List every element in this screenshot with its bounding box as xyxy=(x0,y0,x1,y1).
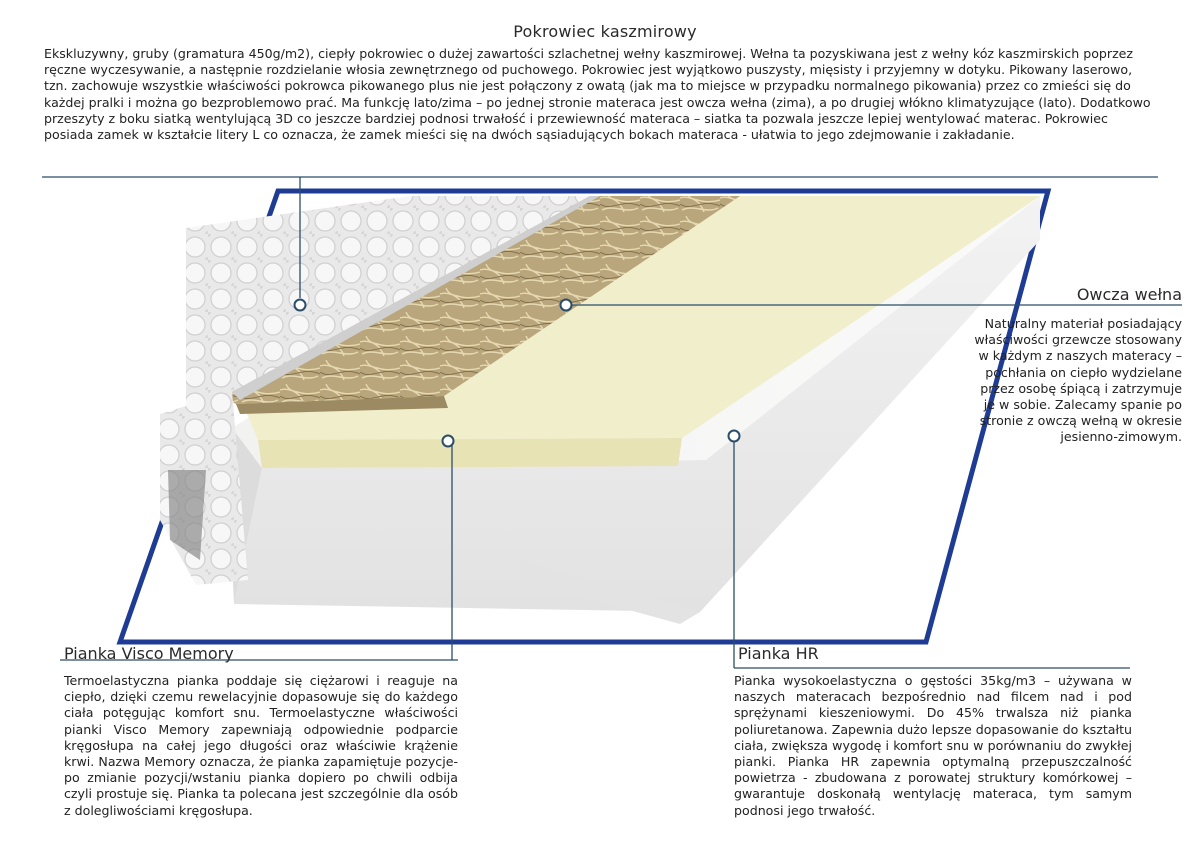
wool-description: Naturalny materiał posiadający właściwości grzewcze stosowany w każdym z naszych materacy – pochłania on ciepło wydzielane przez osobę śpiącą i zatrzymuje je w sobie. Zalecamy spanie po stronie z owczą wełną w okresie jesienno-zimowym. xyxy=(974,316,1182,445)
visco-description: Termoelastyczna pianka poddaje się ciężarowi i reaguje na ciepło, dzięki czemu rewelacyjnie dopasowuje się do każdego ciała potęgując komfort snu. Termoelastyczne właściwości pianki Visco Memory zapewniają odpowiednie podparcie kręgosłupa na całej jego długości oraz właściwie krążenie krwi. Nazwa Memory oznacza, że pianka zapamiętuje pozycje- po zmianie pozycji/wstaniu pianka dopiero po chwili odbija czyli prostuje się. Pianka ta polecana jest szczególnie dla osób z dolegliwościami kręgosłupa. xyxy=(64,673,458,818)
wool-title: Owcza wełna xyxy=(1076,285,1182,304)
wool-marker-icon xyxy=(561,300,572,311)
cover-title: Pokrowiec kaszmirowy xyxy=(513,22,697,41)
hr-description: Pianka wysokoelastyczna o gęstości 35kg/m3 – używana w naszych materacach bezpośrednio nad filcem nad i pod sprężynami kieszeniowymi. Do 45% trwalsza niż pianka poliuretanowa. Zapewnia dużo lepsze dopasowanie do kształtu ciała, zwiększa wygodę i komfort snu w porównaniu do zwykłej pianki. Pianka HR zapewnia optymalną przepuszczalność powietrza - zbudowana z porowatej struktury komórkowej – gwarantuje doskonałą wentylację materaca, tym samym podnosi jego trwałość. xyxy=(734,673,1132,818)
visco-title: Pianka Visco Memory xyxy=(64,644,234,663)
hr-title: Pianka HR xyxy=(738,644,819,663)
hr-marker-icon xyxy=(729,431,740,442)
visco-marker-icon xyxy=(443,436,454,447)
cover-description: Ekskluzywny, gruby (gramatura 450g/m2), ciepły pokrowiec o dużej zawartości szlachetnej wełny kaszmirowej. Wełna ta pozyskiwana jest z wełny kóz kaszmirskich poprzez ręczne wyczesywanie, a następnie rozdzielanie włosia zewnętrznego od puchowego. Pokrowiec jest wyjątkowo puszysty, mięsisty i przyjemny w dotyku. Pikowany laserowo, tzn. zachowuje wszystkie właściwości pokrowca pikowanego plus nie jest połączony z owatą (jak ma to miejsce w przypadku normalnego pikowania) przez co zmieści się do każdej pralki i można go bezproblemowo prać. Ma funkcję lato/zima – po jednej stronie materaca jest owcza wełna (zima), a po drugiej włókno klimatyzujące (lato). Dodatkowo przeszyty z boku siatką wentylującą 3D co jeszcze bardziej podnosi trwałość i przewiewność materaca – siatka ta pozwala jeszcze lepiej wentylować materac. Pokrowiec posiada zamek w kształcie litery L co oznacza, że zamek mieści się na dwóch sąsiadujących bokach materaca - ułatwia to jego zdejmowanie i zakładanie. xyxy=(44,46,1151,143)
cover-marker-icon xyxy=(295,300,306,311)
